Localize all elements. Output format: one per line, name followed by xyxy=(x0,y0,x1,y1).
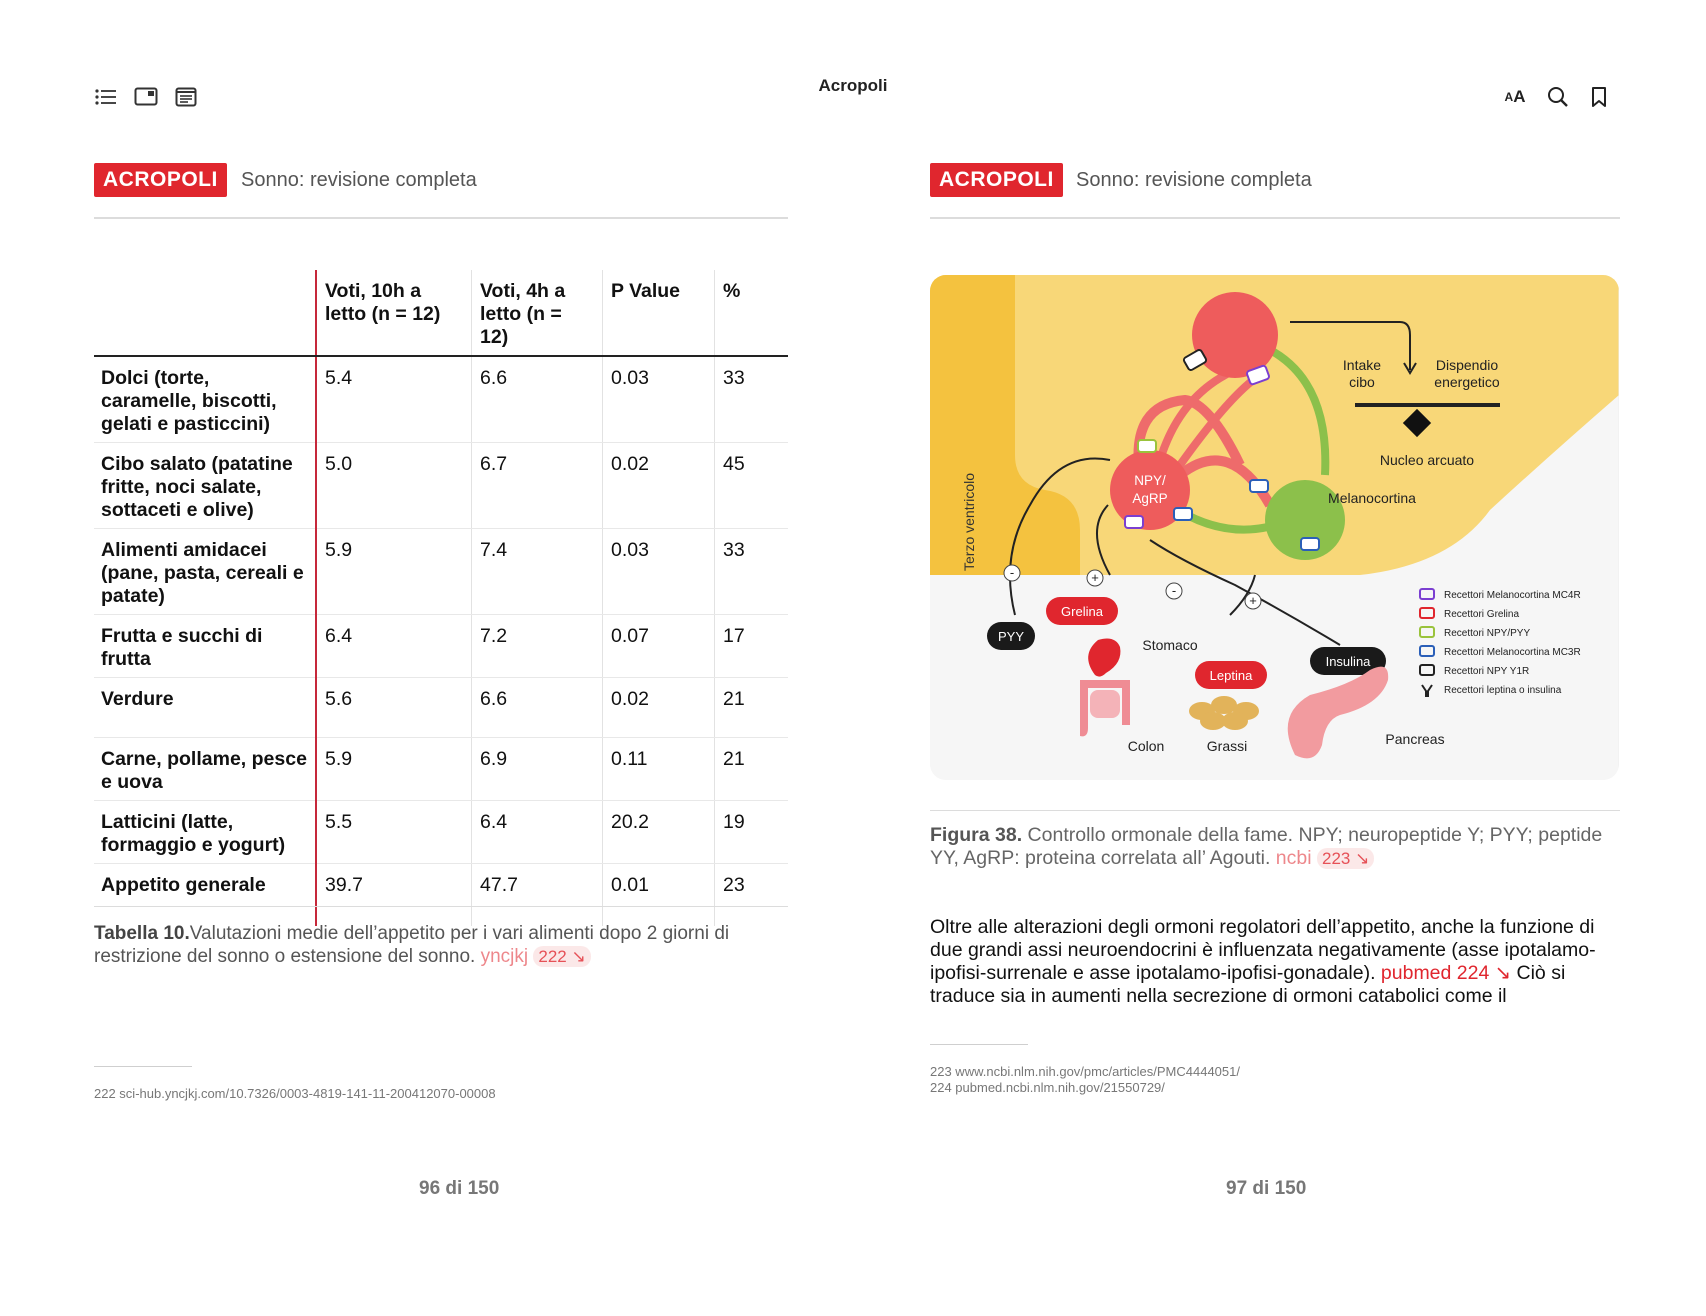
value-cell: 0.02 xyxy=(603,678,715,738)
table-header-row xyxy=(94,270,788,356)
search-icon[interactable] xyxy=(1543,82,1573,112)
value-cell: 7.2 xyxy=(472,615,603,678)
value-cell: 17 xyxy=(715,615,789,678)
expenditure-label: Dispendio energetico xyxy=(1434,357,1500,390)
value-cell: 5.9 xyxy=(316,529,472,615)
value-cell: 5.0 xyxy=(316,443,472,529)
column-header: P Value xyxy=(603,270,715,356)
value-cell: 6.6 xyxy=(472,356,603,443)
table-row xyxy=(94,678,788,738)
table-row xyxy=(94,801,788,864)
footnote[interactable]: 223 www.ncbi.nlm.nih.gov/pmc/articles/PMC4444051/ xyxy=(930,1064,1240,1079)
footnote-divider xyxy=(94,1066,192,1067)
value-cell: 0.11 xyxy=(603,738,715,801)
header-title: Sonno: revisione completa xyxy=(241,169,477,191)
value-cell: 23 xyxy=(715,864,789,926)
value-cell: 45 xyxy=(715,443,789,529)
value-cell: 0.03 xyxy=(603,356,715,443)
minus-marker: - xyxy=(1009,565,1015,580)
figure-divider xyxy=(930,810,1620,811)
reference-link[interactable]: ncbi xyxy=(1275,847,1312,869)
food-cell: Verdure xyxy=(94,678,316,738)
table-row xyxy=(94,356,788,443)
value-cell: 6.4 xyxy=(316,615,472,678)
value-cell: 0.07 xyxy=(603,615,715,678)
insulin-label: Insulina xyxy=(1325,654,1371,669)
food-cell: Frutta e succhi di frutta xyxy=(94,615,316,678)
npy-agrp-label: NPY/ AgRP xyxy=(1132,473,1168,506)
legend-item: Recettori Melanocortina MC4R xyxy=(1444,590,1581,601)
value-cell: 6.6 xyxy=(472,678,603,738)
app-title: Acropoli xyxy=(818,76,888,95)
stomach-label: Stomaco xyxy=(1142,637,1198,653)
body-text: Ciò si traduce sia in aumenti nella secrezione di ormoni catabolici come il xyxy=(930,962,1566,1007)
legend-item: Recettori leptina o insulina xyxy=(1444,685,1562,696)
value-cell: 7.4 xyxy=(472,529,603,615)
food-cell: Carne, pollame, pesce e uova xyxy=(94,738,316,801)
table-row xyxy=(94,529,788,615)
value-cell: 6.7 xyxy=(472,443,603,529)
table-row xyxy=(94,864,788,926)
column-header xyxy=(94,270,316,356)
value-cell: 6.4 xyxy=(472,801,603,864)
bookmark-icon[interactable] xyxy=(1584,82,1614,112)
page-number: 97 di 150 xyxy=(1226,1178,1307,1199)
reference-badge[interactable]: 223 ↘ xyxy=(1317,848,1374,869)
column-header: % xyxy=(715,270,789,356)
caption-text: Valutazioni medie dell’appetito per i vari alimenti dopo 2 giorni di restrizione del sonno o estensione del sonno. xyxy=(94,923,730,967)
colon-label: Colon xyxy=(1127,738,1165,754)
footnote[interactable]: 222 sci-hub.yncjkj.com/10.7326/0003-4819-141-11-200412070-00008 xyxy=(94,1086,496,1101)
legend-item: Recettori NPY/PYY xyxy=(1444,628,1531,639)
food-cell: Alimenti amidacei (pane, pasta, cereali e patate) xyxy=(94,529,316,615)
reference-badge[interactable]: 222 ↘ xyxy=(533,946,590,967)
value-cell: 5.5 xyxy=(316,801,472,864)
plus-marker: + xyxy=(1091,570,1099,585)
melanocortin-label: Melanocortina xyxy=(1328,490,1416,506)
food-cell: Dolci (torte, caramelle, biscotti, gelati e pasticcini) xyxy=(94,356,316,443)
ventricle-label: Terzo ventricolo xyxy=(961,472,977,571)
legend-item: Recettori Grelina xyxy=(1444,609,1520,620)
font-size-icon[interactable]: A A xyxy=(1504,87,1526,106)
figure-caption-label: Figura 38. xyxy=(930,824,1023,846)
pancreas-label: Pancreas xyxy=(1385,731,1445,747)
footnote-divider xyxy=(930,1044,1028,1045)
leptin-label: Leptina xyxy=(1209,668,1253,683)
figure-caption-text: Controllo ormonale della fame. NPY; neuropeptide Y; PYY; peptide YY, AgRP: proteina correlata all’ Agouti. xyxy=(930,824,1603,869)
table-row xyxy=(94,738,788,801)
arcuate-label: Nucleo arcuato xyxy=(1379,452,1475,468)
value-cell: 5.9 xyxy=(316,738,472,801)
legend-item: Recettori NPY Y1R xyxy=(1444,666,1530,677)
legend-item: Recettori Melanocortina MC3R xyxy=(1444,647,1581,658)
value-cell: 5.4 xyxy=(316,356,472,443)
value-cell: 0.01 xyxy=(603,864,715,926)
value-cell: 21 xyxy=(715,738,789,801)
value-cell: 21 xyxy=(715,678,789,738)
value-cell: 6.9 xyxy=(472,738,603,801)
value-cell: 33 xyxy=(715,529,789,615)
pyy-label: PYY xyxy=(997,629,1025,644)
body-paragraph xyxy=(930,916,1630,1008)
body-text: Oltre alle alterazioni degli ormoni regolatori dell’appetito, anche la funzione di due grandi assi neuroendocrini è influenzata negativamente (asse ipotalamo-ipofisi-surrenale e asse ipotalamo-ipofisi-gonadale). xyxy=(930,916,1596,984)
header-divider xyxy=(930,217,1620,219)
reference-link[interactable]: yncjkj xyxy=(480,946,529,967)
value-cell: 47.7 xyxy=(472,864,603,926)
header-title: Sonno: revisione completa xyxy=(1076,169,1312,191)
value-cell: 39.7 xyxy=(316,864,472,926)
food-cell: Appetito generale xyxy=(101,874,266,896)
column-header: Voti, 4h a letto (n = 12) xyxy=(472,270,603,356)
ghrelin-label: Grelina xyxy=(1061,604,1103,619)
plus-marker: + xyxy=(1249,593,1257,608)
header-divider xyxy=(94,217,788,219)
caption-label: Tabella 10. xyxy=(94,923,190,944)
value-cell: 5.6 xyxy=(316,678,472,738)
figure-caption xyxy=(930,824,1630,870)
food-cell: Cibo salato (patatine fritte, noci salate, sottaceti e olive) xyxy=(94,443,316,529)
table-row xyxy=(94,615,788,678)
value-cell: 20.2 xyxy=(603,801,715,864)
value-cell: 19 xyxy=(715,801,789,864)
table-row xyxy=(94,443,788,529)
brand-logo: ACROPOLI xyxy=(930,163,1063,197)
intake-label: Intake cibo xyxy=(1342,357,1382,390)
food-cell: Latticini (latte, formaggio e yogurt) xyxy=(94,801,316,864)
brand-logo: ACROPOLI xyxy=(94,163,227,197)
value-cell: 0.03 xyxy=(603,529,715,615)
fat-label: Grassi xyxy=(1206,738,1248,754)
table-caption xyxy=(94,922,788,968)
column-header: Voti, 10h a letto (n = 12) xyxy=(316,270,472,356)
value-cell: 0.02 xyxy=(603,443,715,529)
footnote[interactable]: 224 pubmed.ncbi.nlm.nih.gov/21550729/ xyxy=(930,1080,1165,1095)
appetite-table xyxy=(94,270,788,926)
pubmed-link[interactable]: pubmed 224 ↘ xyxy=(1380,962,1512,984)
minus-marker: - xyxy=(1171,583,1177,598)
table-bottom-divider xyxy=(94,906,788,907)
value-cell: 33 xyxy=(715,356,789,443)
hunger-diagram xyxy=(930,275,1619,780)
page-number: 96 di 150 xyxy=(419,1178,500,1199)
